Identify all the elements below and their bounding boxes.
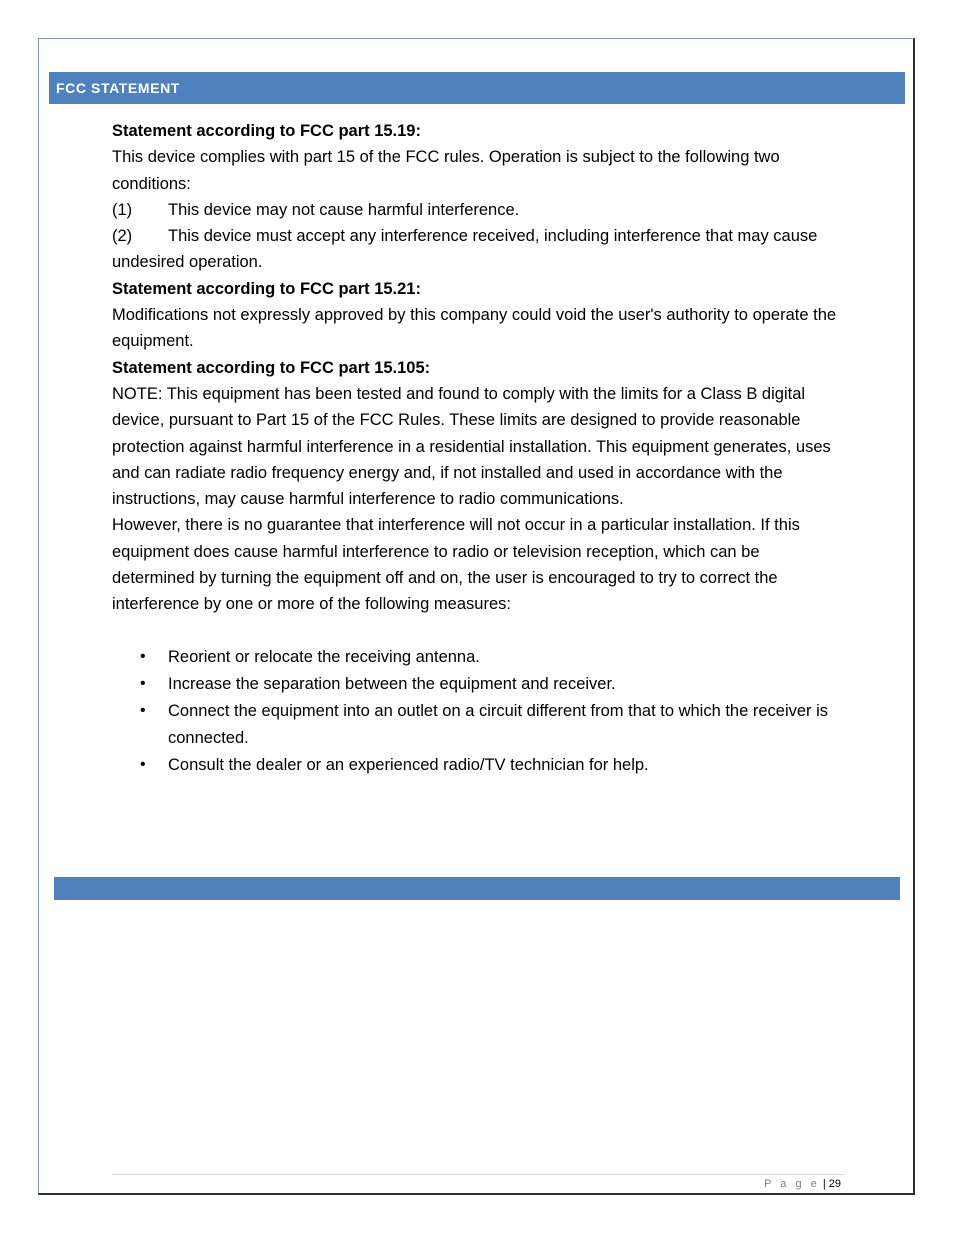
numbered-item-2-number: (2) [112,227,133,246]
page-number [764,1177,841,1191]
numbered-item-2 [112,223,840,276]
page-label: P a g e [764,1178,820,1190]
list-item-text: Reorient or relocate the receiving antenna. [168,647,480,666]
footer-divider [112,1174,844,1175]
list-item [112,698,840,751]
bullet-icon: • [140,647,146,665]
bullet-icon: • [140,674,146,692]
paragraph-fcc-15-21: Modifications not expressly approved by this company could void the user's authority to operate the equipment. [112,306,837,351]
bullet-icon: • [140,702,146,720]
section-title: FCC STATEMENT [56,80,180,96]
list-item-text: Increase the separation between the equipment and receiver. [168,674,616,693]
list-item [112,671,840,697]
measures-list [112,644,840,778]
list-item-text: Connect the equipment into an outlet on a circuit different from that to which the receiver is connected. [168,702,829,747]
numbered-item-1-number: (1) [112,200,133,219]
paragraph-fcc-15-19: This device complies with part 15 of the FCC rules. Operation is subject to the following two conditions: [112,148,780,193]
page-separator: | [819,1178,829,1190]
numbered-item-2-text: This device must accept any interference received, including interference that may cause undesired operation. [112,227,818,272]
numbered-item-1 [112,197,840,223]
section-header-fcc-statement [49,72,905,104]
heading-fcc-15-105: Statement according to FCC part 15.105: [112,358,431,377]
list-item-text: Consult the dealer or an experienced radio/TV technician for help. [168,755,649,774]
paragraph-fcc-15-105-measures: However, there is no guarantee that interference will not occur in a particular installation. If this equipment does cause harmful interference to radio or television reception, which can be determined by turning the equipment off and on, the user is encouraged to try to correct the interference by one or more of the following measures: [112,516,800,614]
heading-fcc-15-19: Statement according to FCC part 15.19: [112,122,421,140]
list-item [112,644,840,670]
list-item [112,752,840,778]
heading-fcc-15-21: Statement according to FCC part 15.21: [112,279,421,298]
section-header-empty [54,877,900,900]
numbered-item-1-text: This device may not cause harmful interference. [168,200,520,219]
page-number-value: 29 [828,1178,841,1190]
document-body [112,118,840,779]
paragraph-fcc-15-105-note: NOTE: This equipment has been tested and found to comply with the limits for a Class B digital device, pursuant to Part 15 of the FCC Rules. These limits are designed to provide reasonable protection against harmful interference in a residential installation. This equipment generates, uses and can radiate radio frequency energy and, if not installed and used in accordance with the instructions, may cause harmful interference to radio communications. [112,384,831,509]
bullet-icon: • [140,755,146,773]
